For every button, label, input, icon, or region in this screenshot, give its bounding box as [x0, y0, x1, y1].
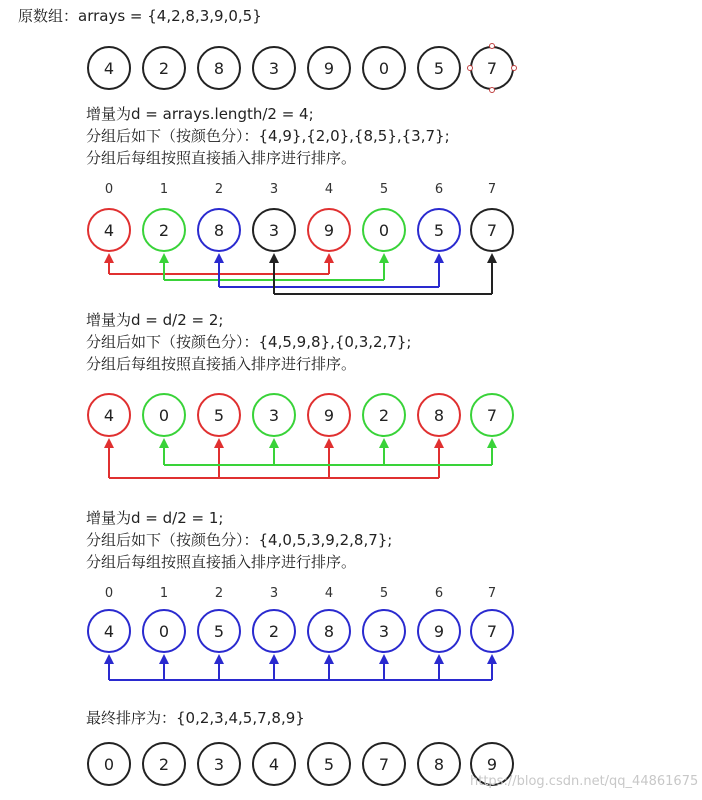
step3-node-5: 3: [362, 609, 406, 653]
final-sorted-label: 最终排序为：{0,2,3,4,5,7,8,9}: [86, 709, 305, 727]
step1-node-3: 3: [252, 208, 296, 252]
step1-red-group-arrowhead-1: [324, 253, 334, 263]
step1-node-2: 8: [197, 208, 241, 252]
step3-blue-group-arrowhead-7: [487, 654, 497, 664]
original-node-5: 0: [362, 46, 406, 90]
final-node-1: 2: [142, 742, 186, 786]
step2-red-group-arrowhead-3: [434, 438, 444, 448]
step3-index-1: 1: [159, 586, 169, 601]
step2-red-group-arrowhead-2: [324, 438, 334, 448]
step2-text-1: 增量为d = d/2 = 2;: [86, 311, 224, 329]
final-node-5: 7: [362, 742, 406, 786]
step1-text-2: 分组后如下（按颜色分）：{4,9},{2,0},{8,5},{3,7};: [86, 127, 450, 145]
step3-blue-group-arrowhead-5: [379, 654, 389, 664]
step2-node-1: 0: [142, 393, 186, 437]
step1-index-1: 1: [159, 182, 169, 197]
original-node-3: 3: [252, 46, 296, 90]
final-node-0: 0: [87, 742, 131, 786]
step1-node-1: 2: [142, 208, 186, 252]
original-node-6: 5: [417, 46, 461, 90]
final-node-2: 3: [197, 742, 241, 786]
step3-node-0: 4: [87, 609, 131, 653]
original-array-title: 原数组：arrays = {4,2,8,3,9,0,5}: [18, 7, 262, 25]
step1-index-3: 3: [269, 182, 279, 197]
step3-node-6: 9: [417, 609, 461, 653]
step2-node-3: 3: [252, 393, 296, 437]
step2-green-group-arrowhead-2: [379, 438, 389, 448]
step3-text-1: 增量为d = d/2 = 1;: [86, 509, 224, 527]
step3-node-7: 7: [470, 609, 514, 653]
step2-green-group-arrowhead-1: [269, 438, 279, 448]
step1-green-group-arrowhead-1: [379, 253, 389, 263]
step2-green-group-arrowhead-3: [487, 438, 497, 448]
step1-index-2: 2: [214, 182, 224, 197]
final-node-6: 8: [417, 742, 461, 786]
original-node-0: 4: [87, 46, 131, 90]
step3-blue-group-arrowhead-2: [214, 654, 224, 664]
step3-index-0: 0: [104, 586, 114, 601]
step3-index-3: 3: [269, 586, 279, 601]
step3-index-6: 6: [434, 586, 444, 601]
step2-node-2: 5: [197, 393, 241, 437]
step1-black-group-arrowhead-0: [269, 253, 279, 263]
step2-node-0: 4: [87, 393, 131, 437]
step3-blue-group-arrowhead-3: [269, 654, 279, 664]
watermark: https://blog.csdn.net/qq_44861675: [470, 774, 699, 789]
step1-node-0: 4: [87, 208, 131, 252]
step2-node-7: 7: [470, 393, 514, 437]
original-node-7: 7: [470, 46, 514, 90]
step3-node-2: 5: [197, 609, 241, 653]
original-node-1: 2: [142, 46, 186, 90]
step3-blue-group-arrowhead-0: [104, 654, 114, 664]
step1-node-5: 0: [362, 208, 406, 252]
step3-index-4: 4: [324, 586, 334, 601]
step3-blue-group-arrowhead-4: [324, 654, 334, 664]
final-node-4: 5: [307, 742, 351, 786]
step2-red-group-arrowhead-0: [104, 438, 114, 448]
original-node-4: 9: [307, 46, 351, 90]
step1-text-1: 增量为d = arrays.length/2 = 4;: [86, 105, 314, 123]
step3-index-5: 5: [379, 586, 389, 601]
step1-text-3: 分组后每组按照直接插入排序进行排序。: [86, 149, 357, 167]
step3-blue-group-arrowhead-1: [159, 654, 169, 664]
step1-blue-group-arrowhead-1: [434, 253, 444, 263]
step3-blue-group-arrowhead-6: [434, 654, 444, 664]
step1-blue-group-arrowhead-0: [214, 253, 224, 263]
step1-index-0: 0: [104, 182, 114, 197]
step1-red-group-arrowhead-0: [104, 253, 114, 263]
step2-node-5: 2: [362, 393, 406, 437]
step1-black-group-arrowhead-1: [487, 253, 497, 263]
step2-node-4: 9: [307, 393, 351, 437]
step1-index-7: 7: [487, 182, 497, 197]
step2-text-2: 分组后如下（按颜色分）：{4,5,9,8},{0,3,2,7};: [86, 333, 412, 351]
step1-node-7: 7: [470, 208, 514, 252]
step2-node-6: 8: [417, 393, 461, 437]
step3-node-3: 2: [252, 609, 296, 653]
step2-red-group-arrowhead-1: [214, 438, 224, 448]
step3-index-2: 2: [214, 586, 224, 601]
step3-node-1: 0: [142, 609, 186, 653]
step1-index-4: 4: [324, 182, 334, 197]
step1-index-5: 5: [379, 182, 389, 197]
step2-green-group-arrowhead-0: [159, 438, 169, 448]
step3-text-2: 分组后如下（按颜色分）：{4,0,5,3,9,2,8,7};: [86, 531, 393, 549]
step1-index-6: 6: [434, 182, 444, 197]
final-node-3: 4: [252, 742, 296, 786]
final-node-7: 9: [470, 742, 514, 786]
step3-node-4: 8: [307, 609, 351, 653]
step3-text-3: 分组后每组按照直接插入排序进行排序。: [86, 553, 357, 571]
step2-text-3: 分组后每组按照直接插入排序进行排序。: [86, 355, 357, 373]
step3-index-7: 7: [487, 586, 497, 601]
original-node-2: 8: [197, 46, 241, 90]
step1-green-group-arrowhead-0: [159, 253, 169, 263]
step1-node-4: 9: [307, 208, 351, 252]
step1-node-6: 5: [417, 208, 461, 252]
